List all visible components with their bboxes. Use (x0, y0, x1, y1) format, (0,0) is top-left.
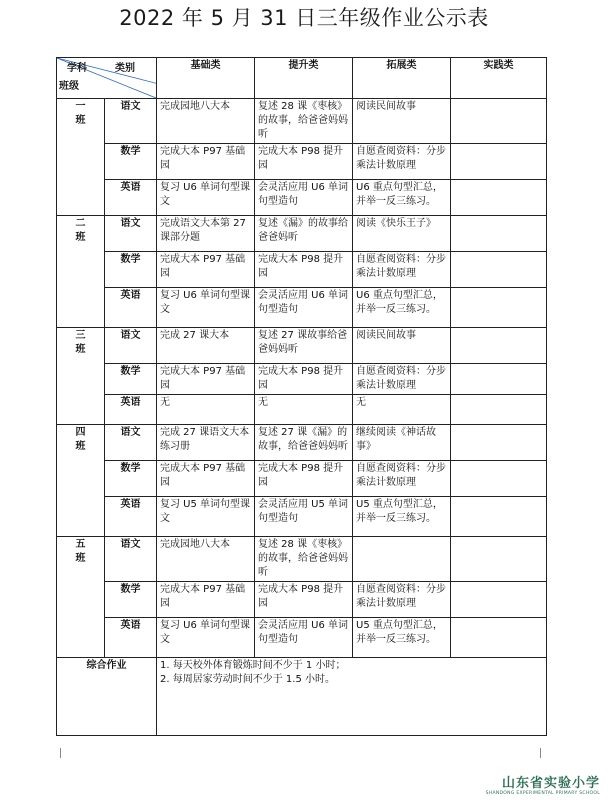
class-name-char: 三 (75, 330, 86, 341)
column-header-practice: 实践类 (451, 58, 547, 99)
subject-cell: 语文 (105, 328, 157, 364)
class-name-char: 班 (75, 232, 86, 243)
improve-task-cell: 完成大本 P98 提升园 (255, 252, 353, 288)
class-name-char: 班 (75, 344, 86, 355)
practice-task-cell (451, 216, 547, 252)
practice-task-cell (451, 144, 547, 180)
practice-task-cell (451, 180, 547, 216)
table-row (57, 252, 547, 288)
practice-task-cell (451, 252, 547, 288)
table-row (57, 618, 547, 658)
table-row (57, 395, 547, 425)
improve-task-cell: 复述 28 课《枣核》的故事，给爸爸妈妈听 (255, 537, 353, 582)
improve-task-cell: 完成大本 P98 提升园 (255, 582, 353, 618)
summary-item: 1. 每天校外体育锻炼时间不少于 1 小时； (160, 660, 346, 671)
basic-task-cell: 完成语文大本第 27 课部分题 (157, 216, 255, 252)
subject-cell: 数学 (105, 461, 157, 497)
class-name-cell (57, 99, 105, 216)
expand-task-cell (353, 537, 451, 582)
expand-task-cell: U6 重点句型汇总，并举一反三练习。 (353, 288, 451, 328)
basic-task-cell: 复习 U6 单词句型课文 (157, 618, 255, 658)
expand-task-cell: 自愿查阅资料：分步乘法计数原理 (353, 364, 451, 395)
basic-task-cell: 完成大本 P97 基础园 (157, 582, 255, 618)
expand-task-cell: 无 (353, 395, 451, 425)
class-axis-label: 班级 (59, 81, 79, 92)
summary-label: 综合作业 (57, 658, 157, 736)
print-mark-left (50, 748, 61, 758)
basic-task-cell: 完成大本 P97 基础园 (157, 364, 255, 395)
table-row (57, 99, 547, 144)
class-name-cell (57, 425, 105, 537)
subject-cell: 数学 (105, 582, 157, 618)
school-name-english: SHANDONG EXPERIMENTAL PRIMARY SCHOOL (485, 791, 600, 796)
expand-task-cell: 阅读《快乐王子》 (353, 216, 451, 252)
improve-task-cell: 会灵活应用 U6 单词句型造句 (255, 618, 353, 658)
practice-task-cell (451, 582, 547, 618)
class-name-char: 班 (75, 553, 86, 564)
improve-task-cell: 完成大本 P98 提升园 (255, 364, 353, 395)
column-header-improve: 提升类 (255, 58, 353, 99)
subject-cell: 英语 (105, 288, 157, 328)
improve-task-cell: 复述 28 课《枣核》的故事，给爸爸妈妈听 (255, 99, 353, 144)
expand-task-cell: 自愿查阅资料：分步乘法计数原理 (353, 252, 451, 288)
expand-task-cell: U6 重点句型汇总，并举一反三练习。 (353, 180, 451, 216)
improve-task-cell: 复述 27 课《漏》的故事，给爸爸妈妈听 (255, 425, 353, 461)
summary-item: 2. 每周居家劳动时间不少于 1.5 小时。 (160, 674, 335, 685)
homework-table (56, 57, 547, 736)
subject-cell: 语文 (105, 425, 157, 461)
subject-cell: 语文 (105, 216, 157, 252)
school-logo (486, 772, 600, 796)
improve-task-cell: 会灵活应用 U6 单词句型造句 (255, 288, 353, 328)
subject-cell: 数学 (105, 252, 157, 288)
expand-task-cell: U5 重点句型汇总，并举一反三练习。 (353, 497, 451, 537)
practice-task-cell (451, 99, 547, 144)
improve-task-cell: 完成大本 P98 提升园 (255, 144, 353, 180)
class-name-char: 一 (75, 101, 86, 112)
improve-task-cell: 会灵活应用 U5 单词句型造句 (255, 497, 353, 537)
practice-task-cell (451, 288, 547, 328)
basic-task-cell: 完成大本 P97 基础园 (157, 252, 255, 288)
basic-task-cell: 复习 U6 单词句型课文 (157, 288, 255, 328)
table-row (57, 288, 547, 328)
table-row (57, 328, 547, 364)
expand-task-cell: U5 重点句型汇总，并举一反三练习。 (353, 618, 451, 658)
expand-task-cell: 阅读民间故事 (353, 328, 451, 364)
basic-task-cell: 完成大本 P97 基础园 (157, 461, 255, 497)
practice-task-cell (451, 461, 547, 497)
practice-task-cell (451, 537, 547, 582)
summary-content (157, 658, 547, 736)
improve-task-cell: 无 (255, 395, 353, 425)
basic-task-cell: 完成大本 P97 基础园 (157, 144, 255, 180)
practice-task-cell (451, 618, 547, 658)
table-row (57, 216, 547, 252)
table-row (57, 180, 547, 216)
practice-task-cell (451, 364, 547, 395)
class-name-char: 班 (75, 115, 86, 126)
expand-task-cell: 自愿查阅资料：分步乘法计数原理 (353, 461, 451, 497)
print-mark-right (540, 748, 551, 758)
table-row (57, 144, 547, 180)
table-row (57, 582, 547, 618)
class-name-cell (57, 328, 105, 425)
expand-task-cell: 继续阅读《神话故事》 (353, 425, 451, 461)
expand-task-cell: 阅读民间故事 (353, 99, 451, 144)
improve-task-cell: 复述 27 课故事给爸爸妈妈听 (255, 328, 353, 364)
improve-task-cell: 复述《漏》的故事给爸爸妈听 (255, 216, 353, 252)
subject-axis-label: 学科 (67, 63, 87, 74)
subject-cell: 英语 (105, 395, 157, 425)
class-name-cell (57, 216, 105, 328)
table-row (57, 461, 547, 497)
page-title: 2022 年 5 月 31 日三年级作业公示表 (119, 6, 489, 30)
class-name-cell (57, 537, 105, 658)
basic-task-cell: 复习 U5 单词句型课文 (157, 497, 255, 537)
table-row (57, 537, 547, 582)
basic-task-cell: 无 (157, 395, 255, 425)
expand-task-cell: 自愿查阅资料：分步乘法计数原理 (353, 144, 451, 180)
column-header-expand: 拓展类 (353, 58, 451, 99)
practice-task-cell (451, 425, 547, 461)
subject-cell: 英语 (105, 497, 157, 537)
subject-cell: 数学 (105, 364, 157, 395)
class-name-char: 五 (75, 539, 86, 550)
table-row (57, 364, 547, 395)
subject-cell: 英语 (105, 618, 157, 658)
subject-cell: 英语 (105, 180, 157, 216)
improve-task-cell: 完成大本 P98 提升园 (255, 461, 353, 497)
class-name-char: 班 (75, 441, 86, 452)
basic-task-cell: 复习 U6 单词句型课文 (157, 180, 255, 216)
table-row (57, 497, 547, 537)
basic-task-cell: 完成 27 课语文大本练习册 (157, 425, 255, 461)
class-name-char: 四 (75, 427, 86, 438)
basic-task-cell: 完成 27 课大本 (157, 328, 255, 364)
class-name-char: 二 (75, 218, 86, 229)
category-axis-label: 类别 (115, 63, 135, 74)
column-header-basic: 基础类 (157, 58, 255, 99)
expand-task-cell: 自愿查阅资料：分步乘法计数原理 (353, 582, 451, 618)
header-row (57, 58, 547, 99)
school-name: 山东省实验小学 (501, 776, 600, 791)
practice-task-cell (451, 395, 547, 425)
practice-task-cell (451, 497, 547, 537)
improve-task-cell: 会灵活应用 U6 单词句型造句 (255, 180, 353, 216)
subject-cell: 语文 (105, 99, 157, 144)
subject-cell: 语文 (105, 537, 157, 582)
subject-cell: 数学 (105, 144, 157, 180)
diagonal-header-cell (57, 58, 157, 99)
table-row (57, 425, 547, 461)
summary-row (57, 658, 547, 736)
basic-task-cell: 完成园地八大本 (157, 537, 255, 582)
basic-task-cell: 完成园地八大本 (157, 99, 255, 144)
practice-task-cell (451, 328, 547, 364)
